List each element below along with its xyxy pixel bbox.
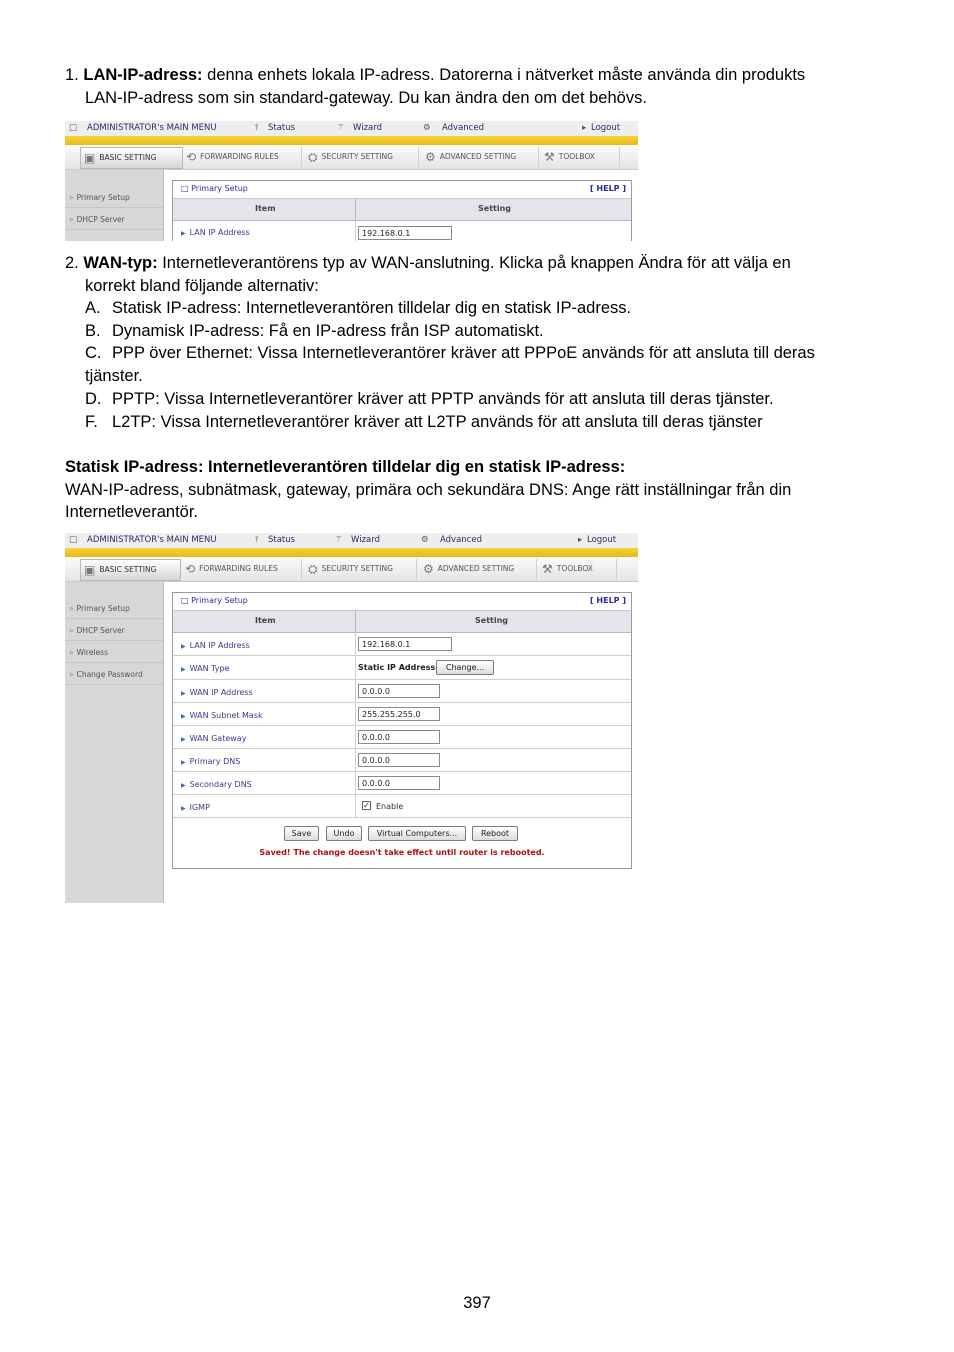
row-divider — [355, 749, 356, 771]
row-label — [181, 734, 246, 743]
header-divider — [355, 611, 356, 632]
option-letter: A. — [85, 299, 101, 317]
row-label-text: LAN IP Address — [189, 228, 250, 237]
row-divider — [355, 221, 356, 241]
accent-bar — [65, 136, 638, 145]
lan-ip-input[interactable]: 192.168.0.1 — [358, 226, 452, 240]
arrow-icon: ▶ — [181, 805, 186, 812]
item1-line1 — [65, 64, 805, 86]
col-setting-header: Setting — [475, 616, 508, 625]
row-label-text: WAN Type — [189, 664, 230, 673]
row-divider — [355, 633, 356, 655]
saved-message: Saved! The change doesn't take effect until router is rebooted. — [259, 848, 545, 857]
security-icon: ⛭ — [308, 562, 318, 576]
router-screenshot-full — [65, 533, 638, 903]
logout-link[interactable]: Logout — [587, 535, 617, 545]
item1-line2: LAN-IP-adress som sin standard-gateway. Du kan ändra den om det behövs. — [85, 89, 647, 107]
side-nav-label: Change Password — [76, 670, 143, 679]
row-divider — [355, 795, 356, 817]
tab-advanced-setting[interactable] — [420, 559, 537, 579]
tab-forwarding-rules[interactable] — [182, 559, 302, 579]
table-header — [173, 199, 631, 221]
table-row — [173, 726, 631, 749]
router-screenshot-crop — [65, 121, 638, 241]
wan-gateway-input[interactable]: 0.0.0.0 — [358, 730, 440, 744]
section-text-2: Internetleverantör. — [65, 503, 198, 521]
row-divider — [355, 726, 356, 748]
row-label-text: Primary DNS — [189, 757, 241, 766]
option-text: Dynamisk IP-adress: Få en IP-adress från ISP automatiskt. — [112, 322, 544, 340]
primary-setup-panel — [172, 180, 632, 241]
panel-square-icon: □ — [181, 596, 192, 605]
item1-term: LAN-IP-adress: — [83, 66, 203, 84]
arrow-icon: ▶ — [181, 736, 186, 743]
tab-toolbox[interactable] — [539, 559, 617, 579]
row-label — [181, 780, 252, 789]
wizard-icon: ⚚ — [335, 535, 343, 545]
tab-forwarding-rules[interactable] — [183, 147, 302, 167]
tab-label: SECURITY SETTING — [321, 152, 393, 161]
item1-number: 1. — [65, 66, 79, 84]
tab-label: ADVANCED SETTING — [437, 564, 515, 573]
row-label — [181, 228, 250, 237]
tab-label: ADVANCED SETTING — [439, 152, 517, 161]
panel-title — [181, 596, 248, 605]
option-b — [85, 320, 544, 342]
folder-icon: ▣ — [84, 563, 96, 577]
folder-icon: ▣ — [84, 151, 96, 165]
advanced-icon: ⚙ — [421, 535, 429, 545]
header-divider — [355, 199, 356, 220]
option-text: L2TP: Vissa Internetleverantörer kräver att L2TP används för att ansluta till deras tjänster — [112, 413, 763, 431]
tab-label: FORWARDING RULES — [199, 564, 278, 573]
lan-ip-input[interactable]: 192.168.0.1 — [358, 637, 452, 651]
bullet-icon: » — [69, 648, 74, 657]
change-wan-type-button[interactable]: Change... — [436, 660, 494, 675]
tab-advanced-setting[interactable] — [422, 147, 539, 167]
status-link[interactable]: Status — [268, 123, 296, 133]
row-label — [181, 803, 210, 812]
table-header — [173, 611, 631, 633]
side-nav-wireless[interactable] — [65, 643, 163, 663]
advanced-link[interactable]: Advanced — [440, 535, 482, 545]
bullet-icon: » — [69, 215, 74, 224]
toolbox-icon: ⚒ — [542, 562, 553, 576]
logout-link[interactable]: Logout — [591, 123, 621, 133]
igmp-checkbox[interactable]: ✓ — [363, 801, 370, 810]
page-number: 397 — [463, 1294, 491, 1312]
menu-square-icon: □ — [69, 535, 78, 545]
advanced-icon: ⚙ — [423, 123, 431, 133]
option-text: Statisk IP-adress: Internetleverantören tilldelar dig en statisk IP-adress. — [112, 299, 632, 317]
wizard-link[interactable]: Wizard — [351, 535, 380, 545]
primary-setup-panel — [172, 592, 632, 869]
help-link[interactable]: [ HELP ] — [589, 596, 626, 605]
table-row — [173, 703, 631, 726]
bullet-icon: » — [69, 670, 74, 679]
option-letter: F. — [85, 413, 98, 431]
row-divider — [355, 656, 356, 679]
help-link[interactable]: [ HELP ] — [589, 184, 626, 193]
col-item-header: Item — [255, 616, 276, 625]
row-label-text: WAN IP Address — [189, 688, 253, 697]
tab-label: BASIC SETTING — [99, 153, 157, 162]
side-nav-label: DHCP Server — [76, 626, 125, 635]
row-label-text: IGMP — [189, 803, 210, 812]
tab-toolbox[interactable] — [541, 147, 620, 167]
row-divider — [355, 703, 356, 725]
panel-title-text: Primary Setup — [191, 184, 248, 193]
side-nav — [65, 582, 164, 903]
side-nav-dhcp-server[interactable] — [65, 210, 163, 230]
option-a — [85, 297, 631, 319]
option-text: PPP över Ethernet: Vissa Internetleverantörer kräver att PPPoE används för att ansluta till deras — [112, 344, 815, 362]
arrow-icon: ▶ — [181, 230, 186, 237]
save-button[interactable]: Save — [284, 826, 319, 841]
item2-number: 2. — [65, 254, 79, 272]
item2-text-1: Internetleverantörens typ av WAN-anslutning. Klicka på knappen Ändra för att välja en — [162, 254, 791, 272]
tab-label: TOOLBOX — [556, 564, 593, 573]
option-c — [85, 342, 815, 364]
wizard-link[interactable]: Wizard — [353, 123, 382, 133]
virtual-computers-button[interactable]: Virtual Computers... — [368, 826, 466, 841]
reboot-button[interactable]: Reboot — [472, 826, 518, 841]
admin-menu-label[interactable]: ADMINISTRATOR's MAIN MENU — [87, 535, 217, 545]
option-letter: B. — [85, 322, 101, 340]
row-label — [181, 757, 240, 766]
advanced-link[interactable]: Advanced — [442, 123, 484, 133]
igmp-enable-label: Enable — [376, 802, 404, 811]
side-nav-label: Primary Setup — [76, 193, 130, 202]
arrow-icon: ▶ — [181, 690, 186, 697]
arrow-icon: ▶ — [181, 782, 186, 789]
panel-title-bar — [173, 593, 631, 611]
row-label — [181, 641, 250, 650]
side-nav — [65, 170, 164, 241]
option-letter: C. — [85, 344, 102, 362]
row-label — [181, 664, 229, 673]
panel-title-text: Primary Setup — [191, 596, 248, 605]
arrow-icon: ▶ — [181, 759, 186, 766]
side-nav-change-password[interactable] — [65, 665, 163, 685]
top-nav — [65, 121, 638, 137]
col-item-header: Item — [255, 204, 276, 213]
section-heading: Statisk IP-adress: Internetleverantören tilldelar dig en statisk IP-adress: — [65, 458, 626, 476]
side-nav-label: Wireless — [76, 648, 108, 657]
logout-arrow-icon: ▸ — [578, 535, 583, 545]
table-row — [173, 795, 631, 818]
menu-square-icon: □ — [69, 123, 78, 133]
wan-type-value: Static IP Address — [358, 663, 436, 672]
arrow-icon: ▶ — [181, 643, 186, 650]
row-label — [181, 711, 263, 720]
advanced-setting-icon: ⚙ — [423, 562, 434, 576]
row-divider — [355, 772, 356, 794]
advanced-setting-icon: ⚙ — [425, 150, 436, 164]
side-nav-label: DHCP Server — [76, 215, 125, 224]
toolbox-icon: ⚒ — [544, 150, 555, 164]
panel-title — [181, 184, 248, 193]
wan-ip-input[interactable]: 0.0.0.0 — [358, 684, 440, 698]
col-setting-header: Setting — [478, 204, 511, 213]
row-label-text: LAN IP Address — [189, 641, 250, 650]
table-row — [173, 221, 631, 241]
panel-title-bar — [173, 181, 631, 199]
tab-security-setting[interactable] — [305, 559, 417, 579]
side-nav-primary-setup[interactable] — [65, 188, 163, 208]
option-letter: D. — [85, 390, 102, 408]
option-d — [85, 388, 774, 410]
table-row — [173, 656, 631, 680]
bullet-icon: » — [69, 193, 74, 202]
status-icon: ⫯ — [255, 535, 259, 545]
bullet-icon: » — [69, 604, 74, 613]
side-nav-label: Primary Setup — [76, 604, 130, 613]
arrow-icon: ▶ — [181, 713, 186, 720]
option-c-continued: tjänster. — [85, 367, 143, 385]
item1-text-1: denna enhets lokala IP-adress. Datorerna i nätverket måste använda din produkts — [207, 66, 806, 84]
row-label-text: Secondary DNS — [189, 780, 252, 789]
bullet-icon: » — [69, 626, 74, 635]
arrow-icon: ▶ — [181, 666, 186, 673]
row-label-text: WAN Gateway — [189, 734, 247, 743]
primary-dns-input[interactable]: 0.0.0.0 — [358, 753, 440, 767]
logout-arrow-icon: ▸ — [582, 123, 587, 133]
table-row — [173, 749, 631, 772]
tab-label: BASIC SETTING — [99, 565, 157, 574]
option-f — [85, 411, 763, 433]
tab-label: TOOLBOX — [558, 152, 595, 161]
secondary-dns-input[interactable]: 0.0.0.0 — [358, 776, 440, 790]
tab-security-setting[interactable] — [305, 147, 419, 167]
undo-button[interactable]: Undo — [326, 826, 362, 841]
row-divider — [355, 680, 356, 702]
wan-subnet-mask-input[interactable]: 255.255.255.0 — [358, 707, 440, 721]
row-label-text: WAN Subnet Mask — [189, 711, 263, 720]
side-nav-dhcp-server[interactable] — [65, 621, 163, 641]
top-nav — [65, 533, 638, 549]
table-row — [173, 633, 631, 656]
tab-bar — [65, 145, 638, 170]
item2-line1 — [65, 252, 791, 274]
panel-square-icon: □ — [181, 184, 192, 193]
item2-line2: korrekt bland följande alternativ: — [85, 277, 319, 295]
tab-label: SECURITY SETTING — [321, 564, 393, 573]
admin-menu-label[interactable]: ADMINISTRATOR's MAIN MENU — [87, 123, 217, 133]
tab-basic-setting[interactable] — [80, 559, 181, 581]
tab-label: FORWARDING RULES — [200, 152, 279, 161]
table-row — [173, 772, 631, 795]
side-nav-primary-setup[interactable] — [65, 599, 163, 619]
item2-term: WAN-typ: — [83, 254, 158, 272]
security-icon: ⛭ — [308, 150, 318, 164]
option-text: PPTP: Vissa Internetleverantörer kräver att PPTP används för att ansluta till deras tjänster. — [112, 390, 774, 408]
status-link[interactable]: Status — [268, 535, 296, 545]
forwarding-icon: ⟲ — [185, 562, 196, 576]
row-label — [181, 688, 253, 697]
accent-bar — [65, 548, 638, 557]
table-row — [173, 680, 631, 703]
tab-basic-setting[interactable] — [80, 147, 183, 169]
section-text-1: WAN-IP-adress, subnätmask, gateway, primära och sekundära DNS: Ange rätt inställningar från din — [65, 481, 792, 499]
status-icon: ⫯ — [255, 123, 259, 133]
forwarding-icon: ⟲ — [186, 150, 197, 164]
tab-bar — [65, 557, 638, 582]
wizard-icon: ⚚ — [337, 123, 345, 133]
